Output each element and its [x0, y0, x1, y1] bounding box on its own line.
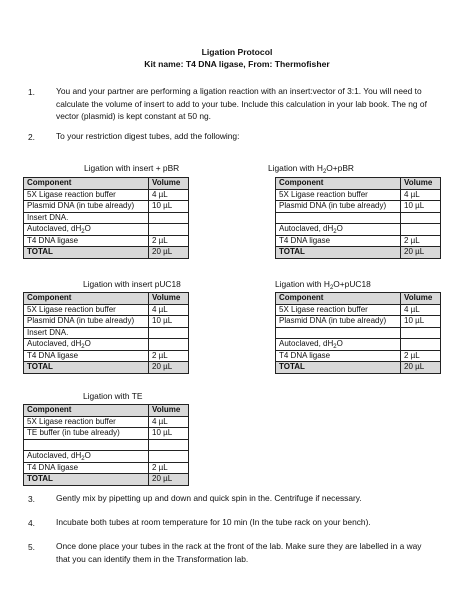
component-cell: Autoclaved, $dH_2O$ — [24, 224, 149, 236]
volume-cell: 20 µL — [149, 247, 189, 259]
table-total-row — [24, 474, 189, 486]
table-row — [24, 235, 189, 247]
table-row — [276, 224, 441, 236]
table-row — [276, 316, 441, 328]
table-total-row — [276, 362, 441, 374]
step-number: 4. — [28, 518, 35, 528]
component-cell: TE buffer (in tube already) — [24, 428, 149, 440]
component-cell: T4 DNA ligase — [24, 350, 149, 362]
volume-cell: 2 µL — [401, 350, 441, 362]
page-title: Ligation Protocol — [201, 47, 273, 57]
component-cell: T4 DNA ligase — [24, 235, 149, 247]
ligation-table-te — [23, 404, 189, 486]
table-header-row — [276, 293, 441, 305]
component-cell: 5X Ligase reaction buffer — [24, 189, 149, 201]
volume-cell: 10 µL — [149, 316, 189, 328]
volume-cell: 10 µL — [401, 201, 441, 213]
volume-cell — [149, 439, 189, 451]
table-header-row — [24, 405, 189, 417]
volume-cell: 4 µL — [401, 304, 441, 316]
table-row — [24, 439, 189, 451]
table-row — [24, 224, 189, 236]
volume-cell — [149, 451, 189, 463]
table-header-row — [24, 293, 189, 305]
volume-cell — [149, 327, 189, 339]
volume-cell: 2 µL — [149, 350, 189, 362]
ligation-table-h2o-pbr — [275, 177, 441, 259]
ligation-table-insert-pbr — [23, 177, 189, 259]
table-total-row — [24, 247, 189, 259]
table-row — [24, 189, 189, 201]
step-text-line: Incubate both tubes at room temperature for 10 min (In the tube rack on your bench). — [56, 517, 371, 527]
volume-cell: 20 µL — [149, 362, 189, 374]
table-caption: Ligation with TE — [83, 391, 143, 401]
component-cell: T4 DNA ligase — [276, 350, 401, 362]
volume-cell — [401, 339, 441, 351]
component-cell — [276, 327, 401, 339]
volume-cell: 2 µL — [401, 235, 441, 247]
table-row — [276, 339, 441, 351]
component-cell: Plasmid DNA (in tube already) — [276, 316, 401, 328]
component-cell: 5X Ligase reaction buffer — [24, 304, 149, 316]
component-cell: TOTAL — [276, 247, 401, 259]
volume-cell — [401, 327, 441, 339]
volume-cell: 20 µL — [401, 247, 441, 259]
component-cell — [276, 212, 401, 224]
ligation-table-insert-puc18 — [23, 292, 189, 374]
step-text-line: calculate the volume of insert to add to your tube. Include this calculation in your lab book. The ng of — [56, 98, 427, 109]
table-row — [24, 428, 189, 440]
table-header-row — [276, 178, 441, 190]
table-caption: Ligation with insert + pBR — [84, 163, 180, 173]
component-cell — [24, 439, 149, 451]
step-number: 1. — [28, 87, 35, 97]
volume-cell: 2 µL — [149, 235, 189, 247]
step-text-line: vector (plasmid) is kept constant at 50 ng. — [56, 111, 212, 121]
volume-cell: Volume — [149, 178, 189, 190]
table-row — [276, 235, 441, 247]
step-text-line: that you can identify them in the Transformation lab. — [56, 553, 249, 564]
component-cell: Component — [24, 293, 149, 305]
component-cell: Autoclaved, $dH_2O$ — [24, 339, 149, 351]
table-row — [276, 189, 441, 201]
table-row — [276, 327, 441, 339]
table-total-row — [276, 247, 441, 259]
table-header-row — [24, 178, 189, 190]
step-text-line: You and your partner are performing a ligation reaction with an insert:vector of 3:1. You will need to — [56, 86, 422, 96]
component-cell: Autoclaved, $dH_2O$ — [276, 339, 401, 351]
table-caption: Ligation with $H_2O+pBR$ — [268, 163, 354, 175]
table-row — [24, 327, 189, 339]
step-text-line: Gently mix by pipetting up and down and quick spin in the. Centrifuge if necessary. — [56, 493, 362, 503]
component-cell: Insert DNA. — [24, 212, 149, 224]
volume-cell: 4 µL — [149, 304, 189, 316]
volume-cell: Volume — [401, 178, 441, 190]
component-cell: Component — [276, 293, 401, 305]
volume-cell: 4 µL — [149, 416, 189, 428]
volume-cell: 10 µL — [401, 316, 441, 328]
table-row — [24, 451, 189, 463]
component-cell: TOTAL — [24, 247, 149, 259]
table-row — [276, 201, 441, 213]
component-cell: Insert DNA. — [24, 327, 149, 339]
step-number: 2. — [28, 132, 35, 142]
component-cell: Component — [24, 405, 149, 417]
kit-subtitle: Kit name: T4 DNA ligase, From: Thermofisher — [144, 59, 330, 69]
table-row — [24, 304, 189, 316]
component-cell: Autoclaved, $dH_2O$ — [24, 451, 149, 463]
volume-cell: Volume — [401, 293, 441, 305]
component-cell: Component — [24, 178, 149, 190]
component-cell: Autoclaved, $dH_2O$ — [276, 224, 401, 236]
component-cell: Plasmid DNA (in tube already) — [24, 201, 149, 213]
volume-cell: 4 µL — [149, 189, 189, 201]
component-cell: Component — [276, 178, 401, 190]
component-cell: 5X Ligase reaction buffer — [276, 189, 401, 201]
volume-cell: Volume — [149, 405, 189, 417]
component-cell: TOTAL — [24, 362, 149, 374]
component-cell: TOTAL — [24, 474, 149, 486]
volume-cell — [401, 224, 441, 236]
volume-cell — [149, 339, 189, 351]
table-row — [24, 350, 189, 362]
volume-cell: 4 µL — [401, 189, 441, 201]
step-text-line: To your restriction digest tubes, add the following: — [56, 131, 240, 141]
step-text-line: Once done place your tubes in the rack at the front of the lab. Make sure they are labelled in a way — [56, 541, 422, 551]
table-caption: Ligation with insert pUC18 — [83, 279, 181, 289]
table-row — [24, 416, 189, 428]
table-row — [276, 304, 441, 316]
component-cell: T4 DNA ligase — [276, 235, 401, 247]
component-cell: 5X Ligase reaction buffer — [24, 416, 149, 428]
table-row — [24, 462, 189, 474]
ligation-table-h2o-puc18 — [275, 292, 441, 374]
component-cell: Plasmid DNA (in tube already) — [276, 201, 401, 213]
volume-cell: 10 µL — [149, 428, 189, 440]
component-cell: T4 DNA ligase — [24, 462, 149, 474]
component-cell: Plasmid DNA (in tube already) — [24, 316, 149, 328]
volume-cell — [149, 224, 189, 236]
step-number: 5. — [28, 542, 35, 552]
table-row — [24, 316, 189, 328]
table-total-row — [24, 362, 189, 374]
volume-cell: 20 µL — [149, 474, 189, 486]
volume-cell: 10 µL — [149, 201, 189, 213]
table-row — [24, 201, 189, 213]
table-row — [276, 350, 441, 362]
table-row — [276, 212, 441, 224]
table-caption: Ligation with $H_2O+pUC18$ — [275, 279, 371, 291]
volume-cell: Volume — [149, 293, 189, 305]
table-row — [24, 212, 189, 224]
component-cell: TOTAL — [276, 362, 401, 374]
volume-cell: 2 µL — [149, 462, 189, 474]
volume-cell — [149, 212, 189, 224]
step-number: 3. — [28, 494, 35, 504]
volume-cell: 20 µL — [401, 362, 441, 374]
component-cell: 5X Ligase reaction buffer — [276, 304, 401, 316]
volume-cell — [401, 212, 441, 224]
table-row — [24, 339, 189, 351]
